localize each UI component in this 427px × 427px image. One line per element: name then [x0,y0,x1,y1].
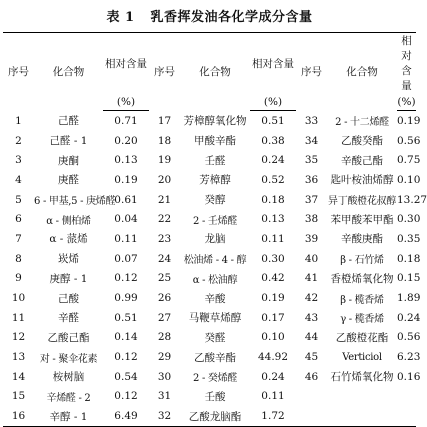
cell-content: 0.38 [261,134,285,147]
cell-content: 0.56 [397,331,421,344]
table-row [3,249,416,269]
cell-content: 0.16 [397,370,421,383]
cell-content: 0.18 [397,252,421,265]
cell-compound: 辛醛 [58,312,79,325]
header-content-3: 相对含量 [397,33,416,94]
cell-content: 0.13 [261,213,285,226]
cell-content: 0.15 [397,272,421,285]
cell-content: 0.71 [114,114,138,127]
cell-content: 0.30 [397,213,421,226]
cell-no: 29 [157,351,172,364]
cell-no: 6 [15,213,22,226]
table-caption [0,6,419,25]
cell-content: 0.07 [114,252,138,265]
cell-no: 16 [3,406,34,426]
cell-content: 0.99 [114,292,138,305]
cell-no [296,406,327,426]
cell-compound: β - 榄香烯 [340,294,384,306]
header-no-3: 序号 [296,33,327,111]
cell-compound: 石竹烯氧化物 [330,371,394,384]
cell-no [296,387,327,407]
cell-content: 0.12 [114,351,138,364]
cell-compound: 壬酸 [204,390,226,403]
cell-compound: 己醛 [58,115,79,128]
cell-no: 26 [157,292,172,305]
cell-compound: 乙酸癸酯 [341,135,383,148]
cell-no: 22 [157,213,172,226]
cell-content: 0.12 [114,390,138,403]
table-row [3,308,416,328]
composition-table [3,32,427,427]
table-row [3,288,416,308]
cell-content: 0.56 [397,134,421,147]
cell-compound: 崁烯 [58,253,79,266]
table-number: 表 1 [106,10,135,25]
cell-no: 30 [157,370,172,383]
cell-compound: 香橙烯氧化物 [330,272,394,285]
cell-compound: 苯甲酸苯甲酯 [330,213,394,226]
cell-compound: 乙酸辛酯 [194,351,236,364]
table-row [3,150,416,170]
cell-compound: 辛酸己酯 [341,154,383,167]
cell-no: 12 [11,331,26,344]
cell-content: 0.19 [114,173,138,186]
cell-compound: 匙叶桉油烯醇 [330,174,394,187]
header-unit-3: (%) [397,93,416,111]
cell-content: 0.54 [114,370,138,383]
cell-content: 0.19 [397,114,421,127]
cell-no: 27 [157,311,172,324]
header-unit-1: (%) [103,93,149,111]
cell-compound: α - 侧柏烯 [46,215,91,227]
cell-no: 35 [304,154,319,167]
cell-compound: 2 - 癸烯醛 [193,373,237,385]
cell-content: 0.19 [261,292,285,305]
cell-content [397,406,416,426]
cell-content: 0.24 [397,311,421,324]
cell-compound: 癸醇 [204,194,226,207]
header-row [3,33,416,94]
cell-no: 7 [15,232,22,245]
cell-no: 15 [11,390,26,403]
cell-content: 0.42 [261,272,285,285]
cell-no: 44 [304,331,319,344]
table-row [3,229,416,249]
cell-no: 36 [304,173,319,186]
cell-content: 0.04 [114,213,138,226]
cell-no: 37 [304,193,319,206]
table-row [3,131,416,151]
cell-compound: 乙酸龙脑酯 [180,406,250,426]
header-no-2: 序号 [149,33,180,111]
table-row [3,367,416,387]
cell-content: 0.24 [261,370,285,383]
header-content-2: 相对含量 [250,33,296,94]
cell-content: 0.61 [114,193,138,206]
cell-no: 14 [11,370,26,383]
cell-content: 0.30 [261,252,285,265]
cell-no: 13 [11,351,26,364]
cell-no: 19 [157,154,172,167]
cell-content: 0.11 [261,390,285,403]
cell-no: 21 [157,193,172,206]
cell-no: 40 [304,252,319,265]
cell-no: 31 [157,390,172,403]
cell-no: 34 [304,134,319,147]
cell-content: 0.52 [261,173,285,186]
cell-no: 20 [157,173,172,186]
cell-no: 18 [157,134,172,147]
cell-content: 0.14 [114,331,138,344]
cell-content: 0.10 [261,331,285,344]
table-row [3,387,416,407]
cell-compound: 癸醛 [204,331,226,344]
cell-compound: 庚酮 [58,154,79,167]
cell-no: 1 [15,114,22,127]
cell-no: 39 [304,232,319,245]
cell-compound: α - 松油醇 [192,274,238,286]
cell-compound: 2 - 壬烯醛 [193,215,237,227]
cell-compound: 龙脑 [204,233,226,246]
cell-content: 0.20 [114,134,138,147]
cell-compound: 辛烯醛 - 2 [46,392,91,404]
table-row [3,170,416,190]
cell-no: 25 [157,272,172,285]
cell-compound: 乙酸橙花酯 [335,331,389,344]
table-row [3,190,416,210]
table-row [3,406,416,426]
cell-compound: 芳樟醇 [199,174,231,187]
cell-no: 2 [15,134,22,147]
cell-no: 23 [157,232,172,245]
cell-compound: 松油烯 - 4 - 醇 [183,255,247,267]
cell-no: 4 [15,173,22,186]
cell-compound: 壬醛 [204,154,226,167]
cell-no: 3 [15,154,22,167]
cell-content: 0.18 [261,193,285,206]
cell-no: 41 [304,272,319,285]
header-no-1: 序号 [3,33,34,111]
cell-content: 0.24 [261,154,285,167]
cell-no: 8 [15,252,22,265]
cell-content: 13.27 [397,193,427,206]
cell-content: 1.72 [250,406,296,426]
cell-compound: 庚醇 - 1 [49,272,88,285]
cell-no: 38 [304,213,319,226]
cell-compound: 异丁酸橙花叔醇 [328,196,396,208]
cell-no: 9 [15,272,22,285]
cell-content: 0.13 [114,154,138,167]
header-compound-3: 化合物 [327,33,397,111]
cell-compound: 2 - 十二烯醛 [335,117,389,129]
cell-no: 43 [304,311,319,324]
table-row [3,328,416,348]
cell-content: 0.10 [397,173,421,186]
cell-content: 6.49 [103,406,149,426]
table-row [3,209,416,229]
table-row [3,269,416,289]
cell-compound: 辛醇 - 1 [34,406,103,426]
cell-no: 45 [304,351,319,364]
cell-content: 0.17 [261,311,285,324]
table-title: 乳香挥发油各化学成分含量 [150,10,313,25]
cell-compound: 6 - 甲基,5 - 庚烯醛 [34,196,116,208]
cell-compound: 庚醛 [58,174,79,187]
cell-compound: Verticiol [342,351,382,363]
cell-content: 1.89 [397,292,421,305]
cell-no: 17 [157,114,172,127]
cell-compound: 对 - 聚伞花素 [39,353,98,365]
cell-compound: α - 蒎烯 [49,233,88,246]
cell-content [397,387,416,407]
cell-no: 33 [304,114,319,127]
cell-content: 0.11 [261,232,285,245]
cell-content: 44.92 [257,351,289,364]
cell-no: 28 [157,331,172,344]
table-row [3,111,416,131]
cell-no: 46 [304,370,319,383]
cell-no: 32 [149,406,180,426]
cell-no: 24 [157,252,172,265]
cell-content: 0.12 [114,272,138,285]
table-body [3,111,427,427]
cell-compound: 乙酸己酯 [47,331,90,344]
cell-compound: 辛酸庚酯 [341,233,383,246]
cell-no: 5 [15,193,22,206]
header-unit-2: (%) [250,93,296,111]
cell-no: 10 [11,292,26,305]
cell-content: 0.51 [114,311,138,324]
header-compound-2: 化合物 [180,33,250,111]
cell-content: 0.11 [114,232,138,245]
cell-content: 0.75 [397,154,421,167]
cell-content: 6.23 [397,351,421,364]
cell-compound: 芳樟醇氧化物 [183,115,247,128]
cell-compound: 马鞭草烯醇 [188,312,242,325]
cell-compound: 桉树脑 [52,371,85,384]
cell-no: 11 [11,311,26,324]
cell-compound: γ - 榄香烯 [340,314,384,326]
cell-compound: 辛酸 [204,292,226,305]
cell-compound [327,387,397,407]
cell-compound: β - 石竹烯 [340,255,384,267]
cell-content: 0.35 [397,232,421,245]
cell-no: 42 [304,292,319,305]
cell-content: 0.51 [261,114,285,127]
header-content-1: 相对含量 [103,33,149,94]
cell-compound: 己酸 [58,292,79,305]
cell-compound [327,406,397,426]
cell-compound: 己醛 - 1 [49,135,88,148]
table-row [3,347,416,367]
header-compound-1: 化合物 [34,33,103,111]
cell-compound: 甲酸辛酯 [194,135,236,148]
